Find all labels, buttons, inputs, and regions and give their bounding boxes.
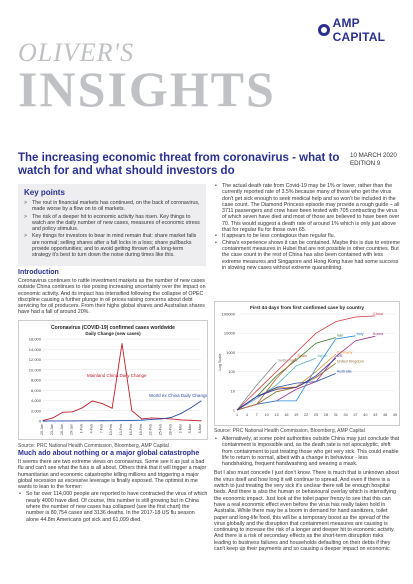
x-tick-label: 37 — [353, 413, 358, 417]
data-point — [72, 420, 73, 421]
y-tick-label: 100 — [228, 369, 235, 375]
data-point — [201, 420, 202, 421]
edition-number: EDITION 9 — [350, 160, 381, 167]
x-tick-label: 10-Feb — [109, 424, 114, 436]
country-label: Switzerland — [277, 358, 298, 363]
y-tick-label: 12,000 — [28, 357, 41, 362]
x-tick-label: 4 — [245, 413, 248, 417]
x-tick-label: 4-Feb — [89, 424, 94, 434]
y-tick-label: 10,000 — [28, 367, 41, 373]
data-point — [92, 401, 93, 402]
x-tick-label: 29-Jan — [69, 424, 74, 435]
x-tick-label: 26-Jan — [59, 424, 64, 435]
country-label: Spain — [297, 354, 307, 359]
data-point — [181, 419, 182, 420]
worst-case-section — [18, 450, 208, 523]
country-cases-chart — [214, 301, 400, 426]
country-series-line — [237, 336, 375, 410]
x-tick-label: 13-Feb — [119, 424, 123, 436]
right-column-bullets — [214, 183, 400, 271]
country-label: Italy — [356, 331, 364, 336]
chart2-title: First 44 days from first confirmed case by country — [249, 306, 365, 311]
x-tick-label: 16 — [284, 413, 289, 417]
data-point — [43, 421, 44, 422]
x-tick-label: 7-Feb — [99, 424, 104, 434]
y-tick-label: 16,000 — [28, 336, 41, 342]
x-tick-label: 49 — [392, 413, 398, 417]
key-point-item: > The risk of a deeper hit to economic activity has risen. Key things to watch are the daily number of new cases, measures of economic stress and policy stimulus. — [24, 214, 200, 233]
data-point — [122, 420, 123, 421]
x-tick-label: 20-Jan — [40, 424, 44, 435]
x-tick-label: 16-Feb — [128, 424, 133, 436]
oliver-insights-masthead — [18, 38, 276, 117]
data-point — [102, 403, 103, 404]
x-tick-label: 25 — [313, 413, 319, 417]
y-tick-label: 8,000 — [30, 377, 41, 383]
bullet-china-experience: • China's experience shows it can be contained. Maybe this is due to extreme containment measures in Hubei that are not possible in other countries. But the case count in the rest of China has also been contained with less extreme measures and Singapore and Hong Kong have had some success in slowing new cases without extreme quarantining. — [214, 240, 400, 271]
country-label: US — [336, 354, 343, 359]
bullet-contagion: • It appears to be less contagious than regular flu. — [214, 233, 400, 239]
daily-cases-chart-svg — [19, 321, 207, 439]
masthead-line2: INSIGHTS — [18, 61, 276, 117]
x-tick-label: 25-Feb — [158, 424, 163, 436]
x-tick-label: 13 — [274, 413, 279, 417]
y-axis-label: Log Scale — [218, 353, 222, 371]
legend-label-china: Mainland China Daily Change — [87, 373, 147, 378]
x-tick-label: 2-Mar — [178, 424, 183, 434]
x-tick-label: 40 — [363, 413, 368, 417]
worst-case-text: It seems there are two extreme views on coronavirus. Some see it as just a bad flu and can't see what the fuss is all about. Others think that it will trigger a major humanitarian and economic catastrophe killing millions and triggering a major global recession as excessive leverage is finally exposed. The optimist in me wants to lean to the former: — [18, 459, 207, 491]
data-point — [82, 420, 83, 421]
data-point — [191, 407, 192, 408]
legend-label-world: World ex China Daily Change — [149, 393, 207, 398]
worst-case-bullet: • So far over 114,000 people are reported to have contracted the virus of which nearly 4000 have died. Of course, this number is still growing but in China where the number of new cases has collapsed (see the first chart) the number is 80,754 cases and 3136 deaths. In the 2017-18 US flu season alone 44.8m Americans got sick and 61,099 died. — [18, 491, 208, 522]
country-label: Australia — [336, 369, 352, 374]
country-cases-chart-svg — [215, 302, 399, 425]
data-point — [112, 408, 113, 409]
chart-subtitle: Daily Change (new cases) — [85, 331, 141, 336]
country-label: Korea — [373, 332, 384, 337]
closing-paragraph: But I also must concede I just don't know. There is much that is unknown about the virus itself and how long it will continue to spread. And even if there is a switch to just treating the very sick it's unclear there will be enough hospital beds. And there is also the human or behavioural overlay which is intensifying the economic impact. Just look at the toilet paper frenzy to see that this can have a real economic effect even before the virus has really taken hold in Australia. While there may be a boom in demand for hand sanitizers, toilet paper and long-life food, this will be a temporary boost as the spread of the virus globally and the disruption that containment measures are causing is continuing to increase the risk of a longer and deeper hit to economic activity. And there is a risk of secondary effects as the short-term disruption risks leading to business failures and households defaulting on their debts if they can't keep up their payments and so causing a deeper impact on economic — [214, 470, 399, 553]
masthead-line1: OLIVER'S — [18, 38, 135, 67]
data-point — [112, 420, 113, 421]
x-tick-label: 28 — [323, 413, 328, 417]
logo-text: AMP CAPITAL — [332, 16, 386, 44]
data-point — [141, 418, 142, 419]
data-point — [62, 420, 63, 421]
right-column-continued — [214, 436, 400, 552]
introduction-text: Coronavirus continues to rattle investment markets as the number of new cases outside China continues to rise posing increasing uncertainty over the impact on economic activity. And its impact has intensified following the collapse of OPEC discipline causing a further plunge in oil prices raising concerns about debt servicing for oil producers. From their highs global shares and Australian shares have had a fall of around 20%. — [18, 278, 206, 316]
data-point — [151, 417, 152, 418]
key-point-item: > Key things for investors to bear in mind remain that: share market falls are normal; selling shares after a fall locks in a loss; share pullbacks provide opportunities; and to avoid getting thrown off a long-term strategy it's best to turn down the noise during times like this. — [24, 233, 200, 258]
series-line-1 — [43, 401, 201, 421]
x-tick-label: 10 — [264, 413, 269, 417]
series-line-0 — [43, 344, 201, 421]
publication-date: 10 MARCH 2020 — [350, 152, 397, 159]
data-point — [92, 420, 93, 421]
data-point — [131, 410, 132, 411]
x-tick-label: 1 — [235, 413, 239, 417]
y-tick-label: 4,000 — [30, 398, 41, 403]
data-point — [131, 420, 132, 421]
amp-capital-logo — [318, 16, 413, 44]
amp-logo-icon — [318, 24, 330, 36]
y-tick-label: 6,000 — [30, 387, 41, 393]
country-label: China — [373, 311, 383, 316]
y-tick-label: 100000 — [221, 311, 235, 317]
daily-cases-chart — [18, 320, 208, 440]
worst-case-heading: Much ado about nothing or a major global catastrophe — [18, 450, 200, 457]
date-block — [350, 152, 400, 168]
y-tick-label: 10000 — [223, 330, 235, 336]
y-tick-label: 1000 — [226, 349, 235, 355]
x-tick-label: 23-Jan — [49, 424, 54, 435]
x-tick-label: 22 — [304, 413, 309, 417]
x-tick-label: 19-Feb — [138, 424, 143, 436]
data-point — [82, 407, 83, 408]
chart2-source: Source: PRC National Health Commission, Bloomberg, AMP Capital — [214, 428, 365, 434]
chart-title: Coronavirus (COVID-19) confirmed cases worldwide — [51, 325, 175, 331]
country-label: Iran — [336, 333, 344, 338]
data-point — [62, 412, 63, 413]
y-tick-label: 10 — [230, 388, 235, 394]
data-point — [72, 411, 73, 412]
x-tick-label: 28-Feb — [168, 424, 173, 436]
data-point — [161, 418, 162, 419]
data-point — [171, 418, 172, 419]
chart1-source: Source: PRC National Health Commission, Bloomberg, AMP Capital — [18, 443, 169, 449]
country-label: Germany — [336, 350, 353, 355]
data-point — [181, 413, 182, 414]
x-tick-label: 8-Mar — [198, 424, 202, 434]
data-point — [102, 420, 103, 421]
x-tick-label: 31 — [333, 413, 338, 417]
data-point — [122, 343, 123, 344]
x-tick-label: 19 — [294, 413, 299, 417]
bullet-death-rate: • The actual death rate from Covid-19 may be 1% or lower, rather than the currently reported rate of 3.5% because many of those who get the virus don't get sick enough to seek medical help and so won't be included in the case count. The Diamond Princess episode may provide a rough guide – all 3711 passengers and crew have been tested with 705 contracting the virus of which seven have died and most of those are believed to have been over 70. This would suggest a death rate of around 1% which is only just above that for regular flu for those over 65. — [214, 183, 400, 233]
country-label: United Kingdom — [336, 359, 364, 364]
data-point — [52, 420, 53, 421]
data-point — [52, 417, 53, 418]
introduction-section — [18, 269, 208, 316]
data-point — [151, 419, 152, 420]
x-tick-label: 22-Feb — [148, 424, 153, 436]
x-tick-label: 43 — [373, 413, 378, 417]
y-tick-label: 14,000 — [28, 346, 41, 352]
x-tick-label: 1-Feb — [79, 424, 84, 434]
key-points-box — [18, 184, 206, 266]
x-tick-label: 46 — [383, 413, 388, 417]
key-point-item: > The rout in financial markets has continued, on the back of coronavirus, made worse by a flow on to oil markets. — [24, 200, 200, 213]
data-point — [171, 417, 172, 418]
y-tick-label: 0 — [38, 418, 41, 424]
data-point — [191, 420, 192, 421]
x-tick-label: 34 — [343, 413, 348, 417]
x-tick-label: 7 — [255, 413, 258, 417]
country-series-line — [237, 358, 336, 410]
y-tick-label: 1 — [232, 407, 235, 413]
article-headline: The increasing economic threat from coronavirus - what to watch for and what should investors do — [18, 152, 340, 177]
introduction-heading: Introduction — [18, 269, 59, 276]
bullet-alternatively: • Alternatively, at some point authorities outside China may just conclude that containment is impossible and, as the death rate is not apocalyptic, shift from containment to just treating those who get very sick. This could enable life to return to normal, albeit with a change in behaviour - less handshaking, frequent handwashing and wearing a mask. — [214, 436, 400, 467]
country-series-line — [237, 363, 336, 410]
country-label: Japan — [317, 354, 328, 359]
data-point — [201, 401, 202, 402]
y-tick-label: 2,000 — [30, 408, 41, 414]
data-point — [141, 420, 142, 421]
x-tick-label: 5-Mar — [188, 424, 193, 434]
key-points-title: Key points — [24, 188, 65, 197]
